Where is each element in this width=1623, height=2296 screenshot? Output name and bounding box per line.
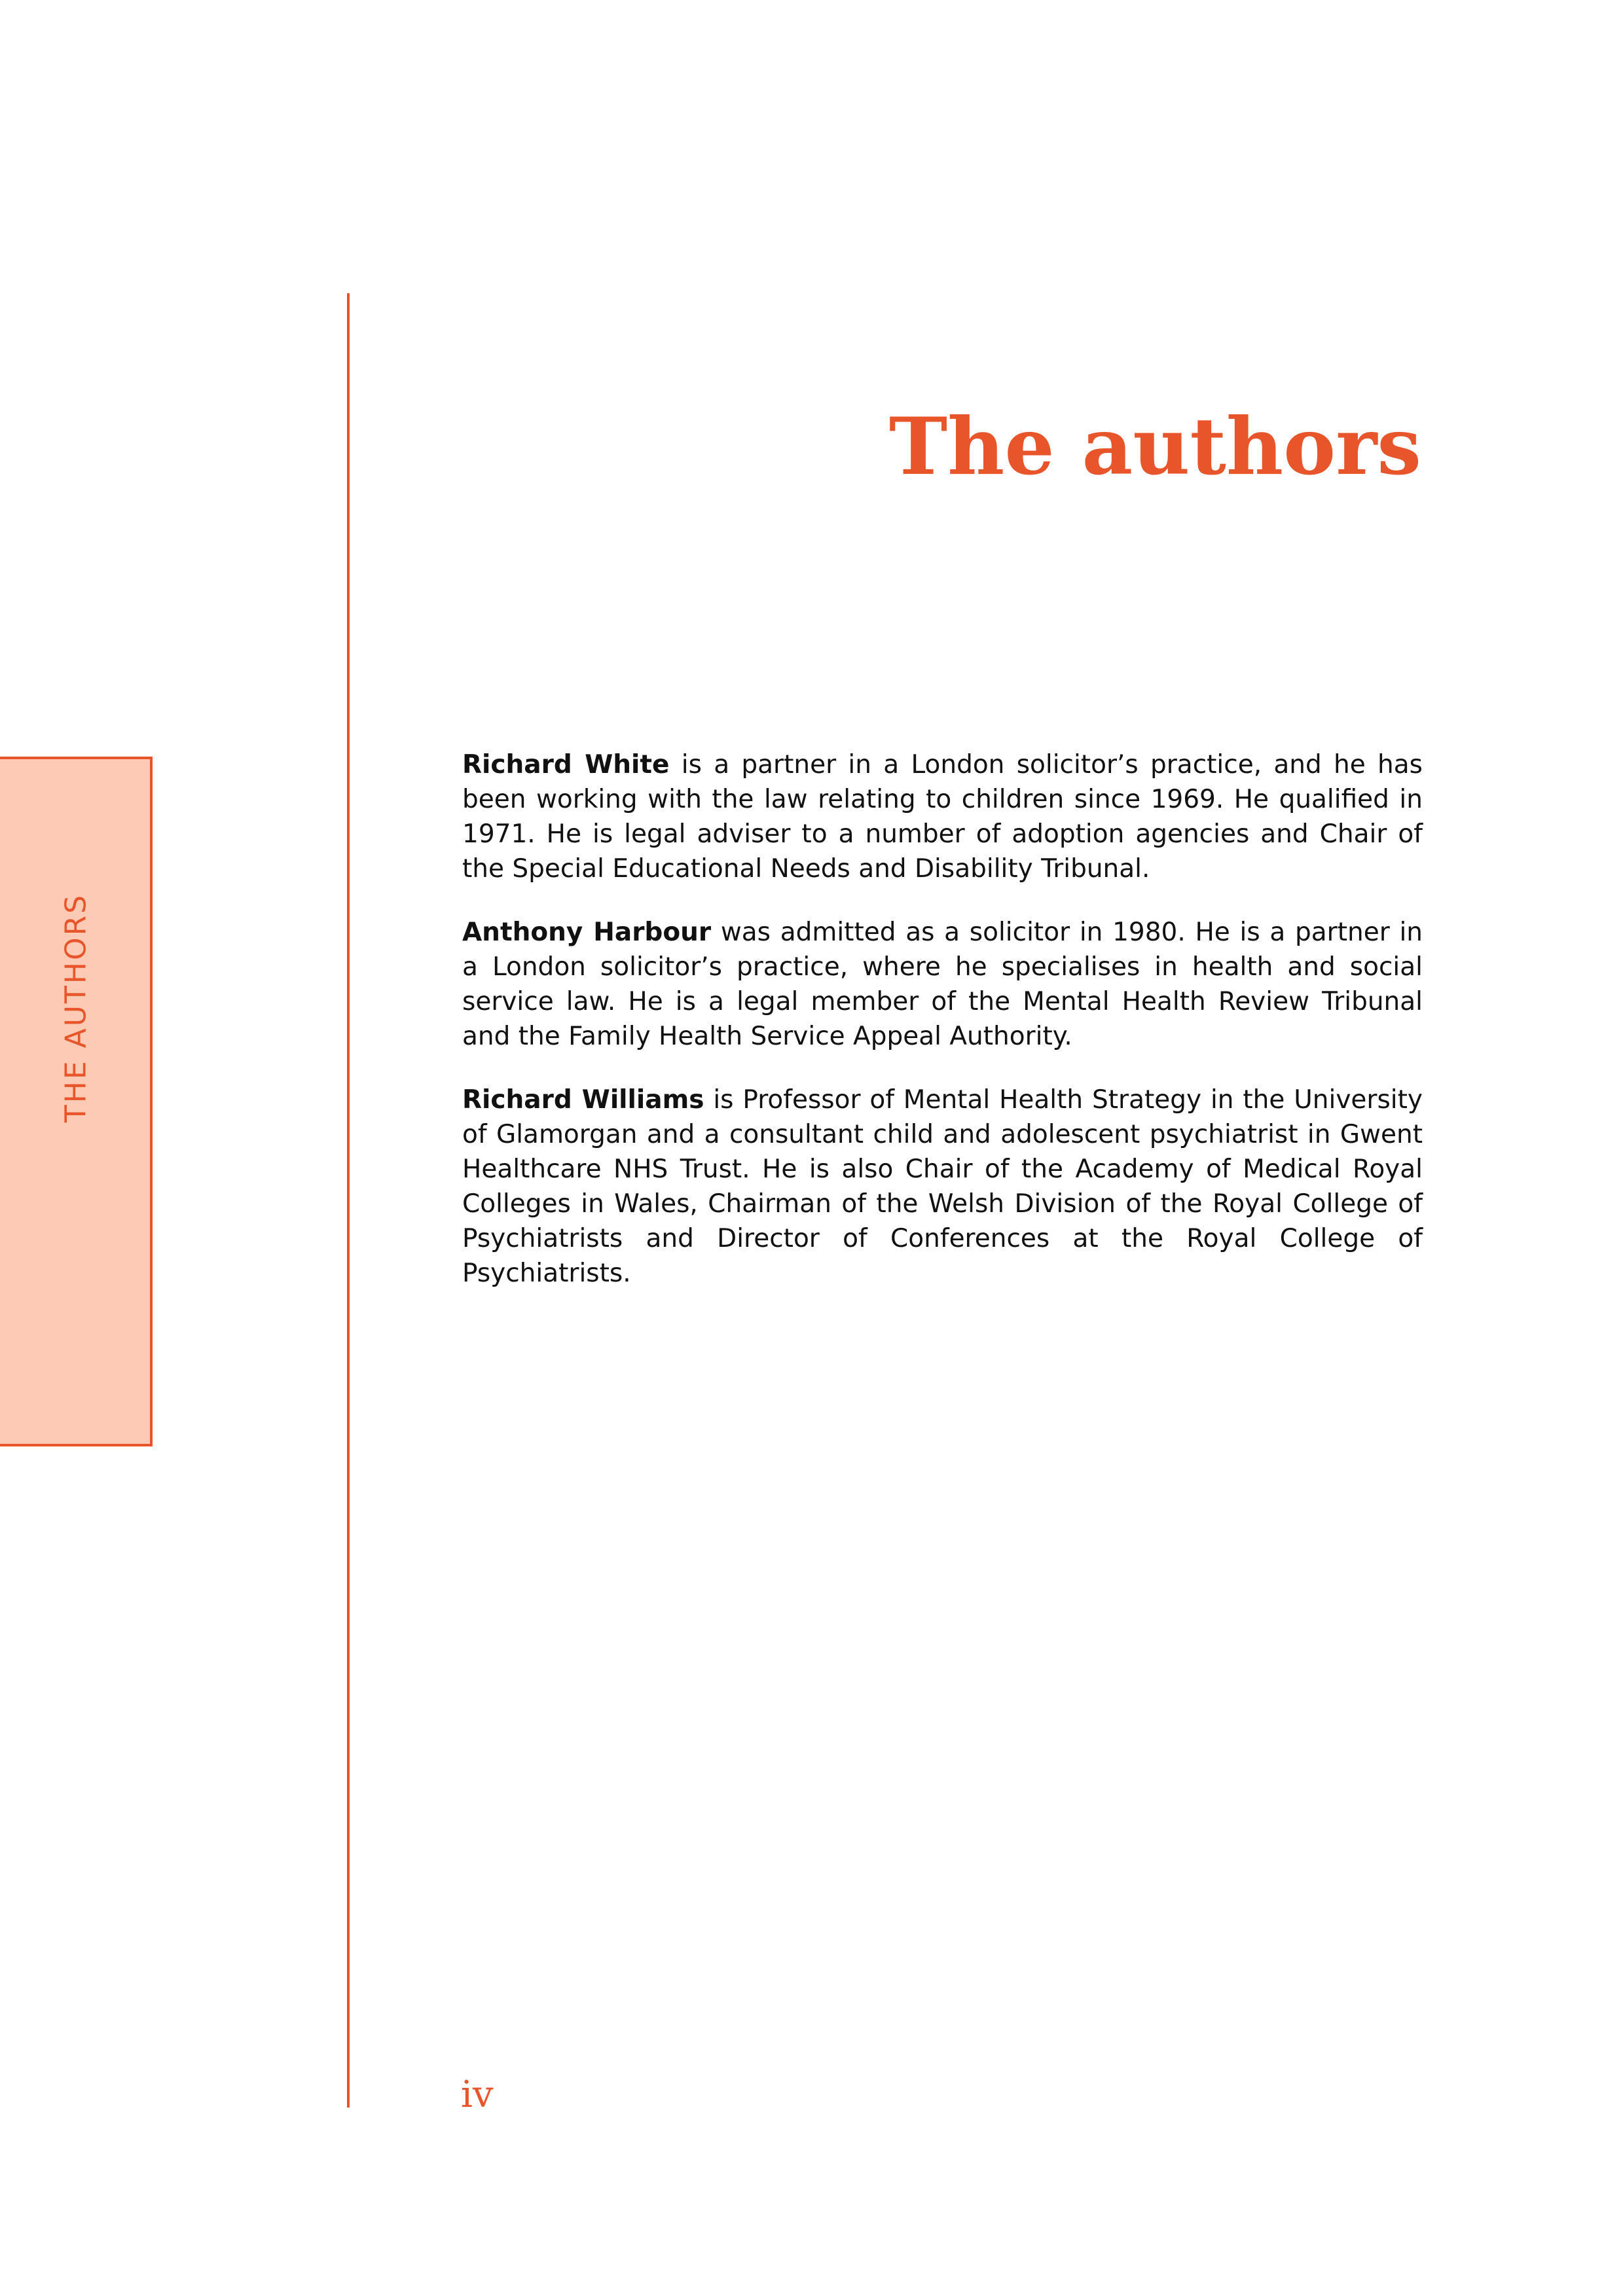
page-number: iv xyxy=(461,2073,494,2116)
author-bio-text: is a partner in a London solicitor’s practice, and he has been working with the law relating to children since 1969. He qualified in 1971. He is legal adviser to a number of adoption agencies and Chair of the Special Educational Needs and Disability Tribunal. xyxy=(462,750,1423,884)
section-side-tab-label: THE AUTHORS xyxy=(59,893,93,1123)
author-name: Anthony Harbour xyxy=(462,918,712,947)
author-name: Richard White xyxy=(462,750,670,780)
author-bio-text: was admitted as a solicitor in 1980. He is a partner in a London solicitor’s practice, where he specialises in health and social service law. He is a legal member of the Mental Health Review Tribunal and the Family Health Service Appeal Authority. xyxy=(462,918,1423,1051)
page-title: The authors xyxy=(888,401,1421,493)
author-bio xyxy=(462,1083,1423,1291)
author-bio xyxy=(462,747,1423,886)
author-bio-list xyxy=(462,747,1423,1319)
author-bio-text: is Professor of Mental Health Strategy in the University of Glamorgan and a consultant child and adolescent psychiatrist in Gwent Healthcare NHS Trust. He is also Chair of the Academy of Medical Royal Colleges in Wales, Chairman of the Welsh Division of the Royal College of Psychiatrists and Director of Conferences at the Royal College of Psychiatrists. xyxy=(462,1085,1423,1288)
margin-rule xyxy=(347,293,350,2108)
author-bio xyxy=(462,915,1423,1054)
author-name: Richard Williams xyxy=(462,1085,704,1115)
